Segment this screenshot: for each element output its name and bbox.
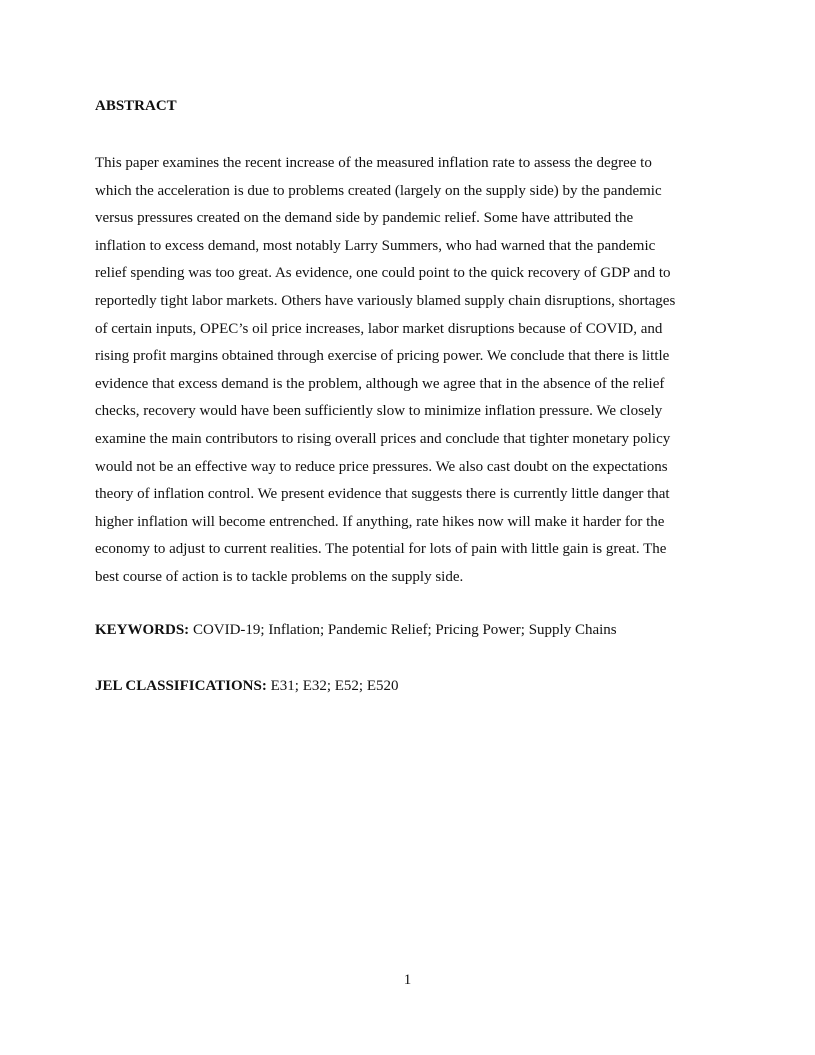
abstract-heading: ABSTRACT: [95, 98, 177, 114]
abstract-line: versus pressures created on the demand side by pandemic relief. Some have attributed the: [95, 210, 634, 227]
abstract-line: rising profit margins obtained through exercise of pricing power. We conclude that there is little: [95, 348, 670, 365]
abstract-line: relief spending was too great. As evidence, one could point to the quick recovery of GDP and to: [95, 265, 671, 282]
abstract-line: evidence that excess demand is the problem, although we agree that in the absence of the relief: [95, 375, 665, 392]
abstract-line: checks, recovery would have been sufficiently slow to minimize inflation pressure. We closely: [95, 403, 663, 420]
abstract-line: which the acceleration is due to problems created (largely on the supply side) by the pandemic: [95, 182, 662, 199]
abstract-line: inflation to excess demand, most notably Larry Summers, who had warned that the pandemic: [95, 237, 656, 254]
jel-classifications-label: JEL CLASSIFICATIONS:: [95, 678, 267, 694]
abstract-line: reportedly tight labor markets. Others have variously blamed supply chain disruptions, shortages: [95, 292, 676, 309]
abstract-line: theory of inflation control. We present evidence that suggests there is currently little danger that: [95, 486, 670, 503]
jel-classifications-line: [95, 676, 399, 696]
abstract-line: higher inflation will become entrenched. If anything, rate hikes now will make it harder for the: [95, 513, 665, 530]
keywords-line: [95, 620, 617, 640]
page-number: 1: [403, 972, 412, 988]
abstract-line: would not be an effective way to reduce price pressures. We also cast doubt on the expectations: [95, 458, 668, 475]
abstract-line: economy to adjust to current realities. The potential for lots of pain with little gain is great. The: [95, 541, 667, 558]
abstract-line: This paper examines the recent increase of the measured inflation rate to assess the degree to: [95, 155, 652, 171]
abstract-line: best course of action is to tackle problems on the supply side.: [95, 568, 464, 585]
keywords-label: KEYWORDS:: [95, 622, 190, 638]
abstract-line: examine the main contributors to rising overall prices and conclude that tighter monetary policy: [95, 430, 671, 447]
abstract-line: of certain inputs, OPEC’s oil price increases, labor market disruptions because of COVID, and: [95, 320, 663, 337]
abstract-body: [95, 150, 720, 592]
keywords-value: COVID-19; Inflation; Pandemic Relief; Pricing Power; Supply Chains: [189, 622, 617, 638]
jel-classifications-value: E31; E32; E52; E520: [266, 678, 399, 694]
